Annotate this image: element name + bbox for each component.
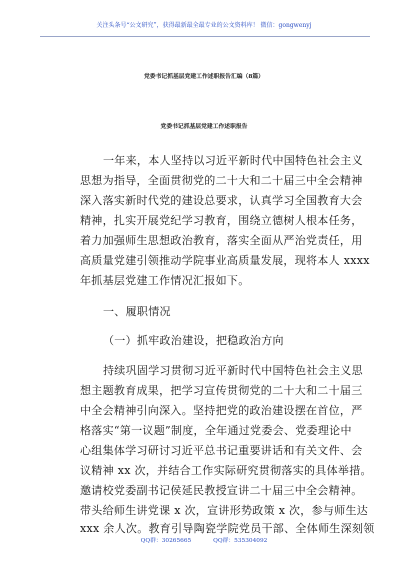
section-title: 党委书记抓基层党建工作述职报告 [160, 124, 248, 130]
body-line: 带头给师生讲党课 x 次，宣讲形势政策 x 次，参与师生达 [80, 504, 369, 517]
body-line: 邀请校党委副书记侯延民教授宣讲二十届三中全会精神。 [80, 484, 363, 497]
footer-contacts [0, 535, 408, 544]
heading-level-1: 一、履职情况 [103, 305, 171, 318]
header-divider [40, 36, 370, 37]
body-line: 想主题教育成果，把学习宣传贯彻党的二十大和二十届三 [80, 384, 363, 397]
body-line: 格落实“第一议题”制度，全年通过党委会、党委理论中 [80, 424, 352, 437]
body-line: 思想为指导，全面贯彻党的二十大和二十届三中全会精神 [80, 174, 363, 187]
body-line: 精神，扎实开展党纪学习教育，围绕立德树人根本任务， [80, 214, 363, 227]
body-line: 着力加强师生思想政治教育，落实全面从严治党责任，用 [80, 234, 363, 247]
footer-qq-group-1: QQ群：30265665 [140, 538, 192, 544]
header-banner: 关注头条号“公文研究”，获得最新最全最专业的公文资料库！ 微信：gongwenyj [96, 22, 312, 29]
heading-level-2: （一）抓牢政治建设，把稳政治方向 [103, 334, 284, 347]
document-title: 党委书记抓基层党建工作述职报告汇编（8篇） [144, 74, 264, 80]
body-line: 中全会精神引向深入。坚持把党的政治建设摆在首位，严 [80, 404, 363, 417]
body-line: 高质量党建引领推动学院事业高质量发展，现将本人 xxxx [80, 254, 370, 267]
body-line: 深入落实新时代党的建设总要求，认真学习全国教育大会 [80, 194, 363, 207]
body-line: 年抓基层党建工作情况汇报如下。 [80, 274, 250, 287]
body-line: xxx 余人次。教育引导陶瓷学院党员干部、全体师生深刻领 [80, 522, 375, 535]
body-line: 议精神 xx 次，并结合工作实际研究贯彻落实的具体举措。 [80, 464, 372, 477]
body-line: 心组集体学习研讨习近平总书记重要讲话和有关文件、会 [80, 444, 363, 457]
footer-qq-group-2: QQ群：535304092 [213, 538, 268, 544]
body-line: 持续巩固学习贯彻习近平新时代中国特色社会主义思 [103, 364, 363, 377]
body-line: 一年来，本人坚持以习近平新时代中国特色社会主义 [103, 154, 363, 167]
